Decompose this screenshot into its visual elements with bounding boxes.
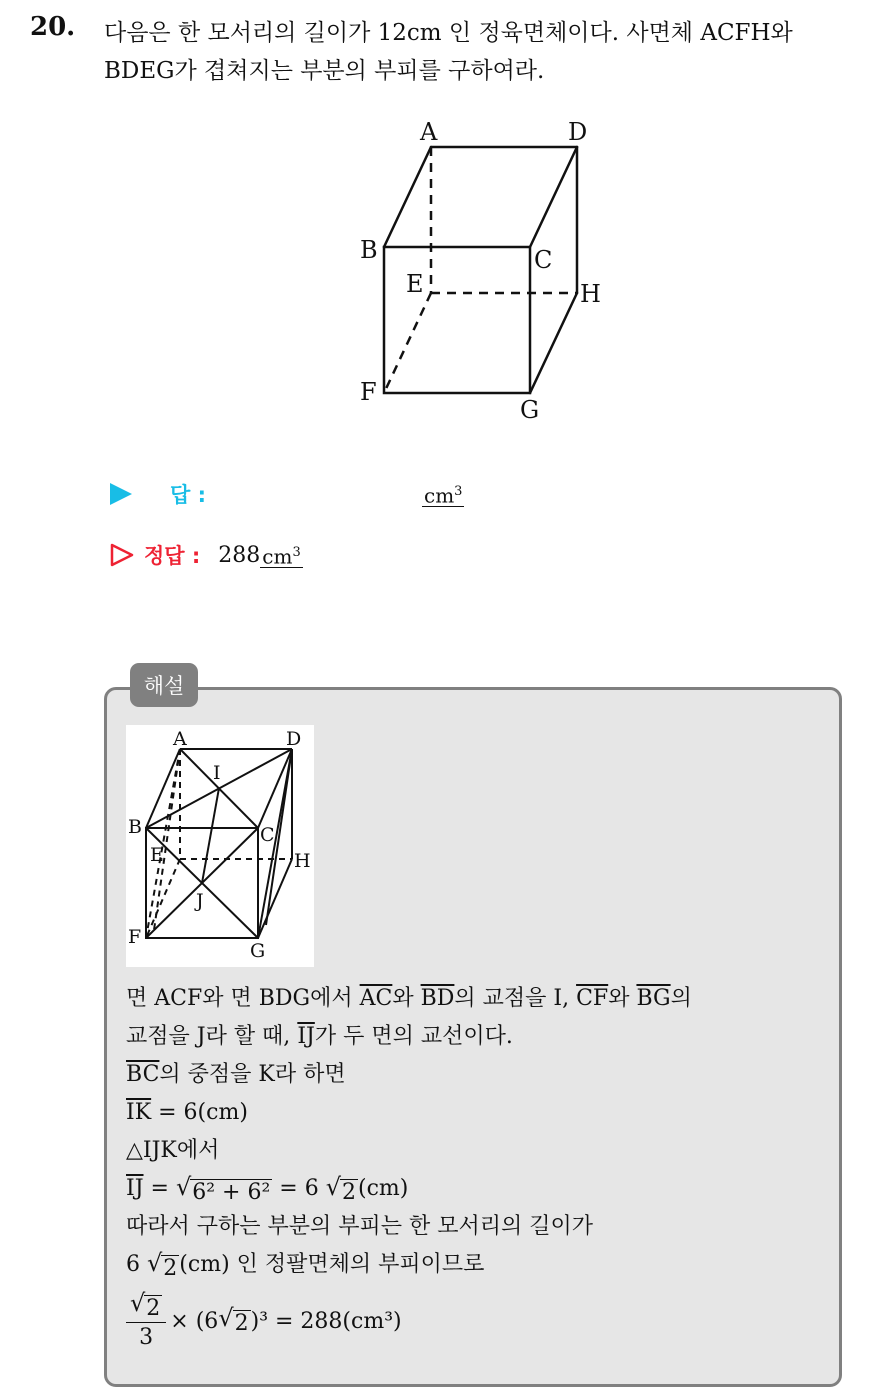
label-e: E [406,270,424,298]
question-number: 20. [30,12,76,42]
fig2-label-i: I [213,762,221,784]
label-b: B [360,236,378,264]
fig2-label-e: E [150,844,164,866]
correct-answer-unit: $cm^3$ [260,542,302,569]
solution-text [126,980,836,1353]
fig2-label-c: C [260,824,275,846]
correct-answer-row [110,537,303,573]
solution-line-7: 따라서 구하는 부분의 부피는 한 모서리의 길이가 [126,1214,594,1239]
solution-line-8: 6 √ 2 (cm) 인 정팔면체의 부피이므로 [126,1249,485,1281]
solution-line-1: 면 ACF와 면 BDG에서 $\overline{AC}$와 $\overline{BD}$의 교점을 I, $\overline{CF}$와 $\overline{BG}$의 [126,986,692,1011]
fig2-label-a: A [173,728,187,750]
solution-line-3: $\overline{BC}$의 중점을 K라 하면 [126,1062,346,1087]
solution-cube-figure [126,725,314,967]
fig2-label-b: B [128,816,142,838]
answer-label: 답 : [170,483,206,507]
fig2-label-j: J [196,890,204,912]
question-text [104,14,874,90]
play-icon [110,483,132,505]
label-a: A [420,118,438,146]
cube-figure [340,112,630,432]
label-h: H [580,280,601,308]
solution-line-6: $\overline{IJ}$ = √ 6² + 6² = 6 √ 2 (cm) [126,1173,409,1205]
question-line-1: 다음은 한 모서리의 길이가 12cm 인 정육면체이다. 사면체 ACFH와 [104,20,793,46]
question-line-2: BDEG가 겹쳐지는 부분의 부피를 구하여라. [104,58,545,84]
label-g: G [520,396,540,424]
fig2-label-d: D [286,728,302,750]
correct-answer-label: 정답 : [144,544,201,568]
answer-row [110,476,464,512]
label-f: F [360,378,377,406]
solution-line-5: △IJK에서 [126,1138,220,1163]
solution-line-4: $\overline{IK} = 6(cm)$ [126,1100,248,1125]
fig2-label-g: G [250,940,266,962]
solution-final-equation: √ 2 3 × (6 √ 2 )³ = 288(cm³) [126,1290,836,1353]
answer-unit: $cm^3$ [422,481,464,508]
solution-tag: 해설 [130,663,198,707]
solution-line-2: 교점을 J라 할 때, $\overline{IJ}$가 두 면의 교선이다. [126,1024,513,1049]
correct-answer-value: 288 [218,542,261,568]
label-d: D [568,118,588,146]
fraction: √ 2 3 [126,1290,166,1353]
outline-triangle-icon [110,543,134,567]
label-c: C [534,246,553,274]
fig2-label-h: H [294,850,311,872]
fig2-label-f: F [128,926,142,948]
